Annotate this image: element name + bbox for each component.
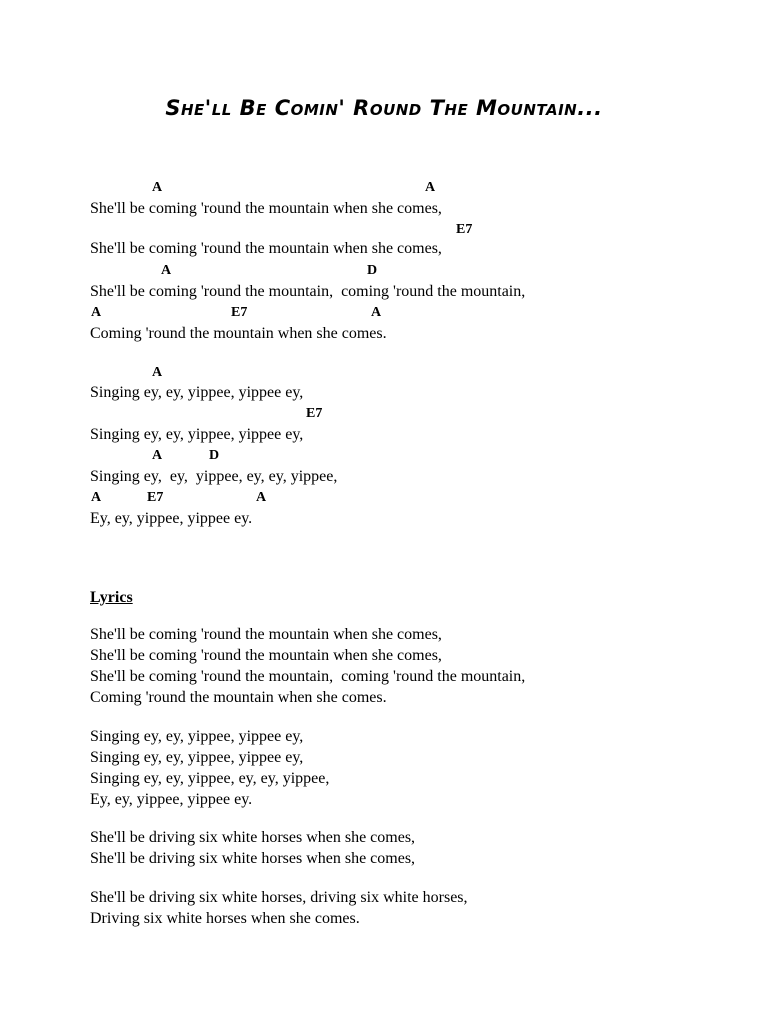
chord-marker: E7 — [456, 222, 473, 237]
lyric-line: She'll be driving six white horses when she comes, — [90, 850, 416, 867]
chord-marker: A — [425, 180, 436, 195]
lyric-line: Ey, ey, yippee, yippee ey. — [90, 510, 253, 527]
lyric-line: She'll be coming 'round the mountain when she comes, — [90, 240, 442, 257]
lyric-line: She'll be driving six white horses when she comes, — [90, 829, 416, 846]
lyric-line: Coming 'round the mountain when she comes. — [90, 325, 387, 342]
lyric-line: Singing ey, ey, yippee, yippee ey, — [90, 728, 304, 745]
lyric-line: Singing ey, ey, yippee, yippee ey, — [90, 384, 304, 401]
lyric-line: She'll be coming 'round the mountain, coming 'round the mountain, — [90, 668, 526, 685]
lyric-line: Singing ey, ey, yippee, ey, ey, yippee, — [90, 770, 330, 787]
lyric-line: Singing ey, ey, yippee, yippee ey, — [90, 749, 304, 766]
lyric-line: Coming 'round the mountain when she comes. — [90, 689, 387, 706]
chord-marker: D — [209, 448, 220, 463]
chord-marker: E7 — [306, 406, 323, 421]
chord-marker: A — [161, 263, 172, 278]
chord-marker: A — [256, 490, 267, 505]
chord-marker: A — [152, 365, 163, 380]
lyric-line: Singing ey, ey, yippee, yippee ey, — [90, 426, 304, 443]
lyric-line: She'll be coming 'round the mountain, coming 'round the mountain, — [90, 283, 526, 300]
chord-marker: A — [152, 180, 163, 195]
lyric-line: Driving six white horses when she comes. — [90, 910, 360, 927]
song-title: She'll Be Comin' Round The Mountain... — [165, 96, 603, 120]
lyric-line: She'll be coming 'round the mountain when she comes, — [90, 647, 442, 664]
chord-marker: A — [91, 305, 102, 320]
lyric-line: She'll be coming 'round the mountain when she comes, — [90, 200, 442, 217]
lyrics-heading: Lyrics — [90, 589, 133, 606]
chord-marker: E7 — [231, 305, 248, 320]
lyric-line: She'll be driving six white horses, driving six white horses, — [90, 889, 468, 906]
lyric-line: She'll be coming 'round the mountain when she comes, — [90, 626, 442, 643]
chord-marker: A — [152, 448, 163, 463]
chord-marker: E7 — [147, 490, 164, 505]
lyric-line: Singing ey, ey, yippee, ey, ey, yippee, — [90, 468, 338, 485]
chord-marker: A — [91, 490, 102, 505]
lyric-line: Ey, ey, yippee, yippee ey. — [90, 791, 253, 808]
chord-marker: D — [367, 263, 378, 278]
chord-marker: A — [371, 305, 382, 320]
